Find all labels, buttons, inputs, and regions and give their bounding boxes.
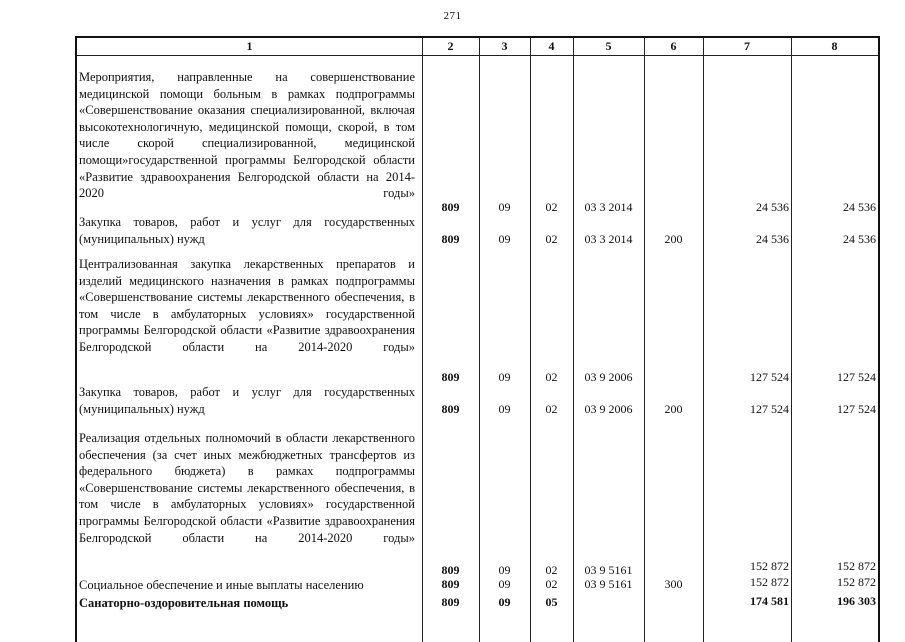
cell-section: 09 — [498, 577, 511, 591]
header-divider — [77, 55, 878, 56]
column-header-8: 8 — [831, 39, 838, 53]
cell-amount-8: 152 872 — [837, 559, 876, 573]
cell-subsection: 02 — [545, 563, 558, 577]
column-divider — [644, 38, 645, 642]
cell-amount-8: 152 872 — [837, 575, 876, 589]
page-number: 271 — [443, 10, 462, 22]
cell-code: 809 — [441, 200, 460, 214]
cell-amount-7: 127 524 — [750, 402, 789, 416]
cell-target-article — [573, 594, 644, 610]
cell-section: 09 — [498, 563, 511, 577]
cell-code: 809 — [441, 370, 460, 384]
column-header-1: 1 — [246, 39, 253, 53]
cell-amount-8: 24 536 — [843, 232, 876, 246]
column-header-7: 7 — [744, 39, 750, 53]
cell-expense-type: 200 — [664, 232, 683, 246]
row-description: Централизованная закупка лекарственных препаратов и изделий медицинского назначения в рамках подпрограммы «Совершенствование системы лекарственного обеспечения, в том числе в амбулаторных условиях» государственной программы Белгородской области «Развитие здравоохранения Белгородской области на 2014-2020 годы» — [79, 257, 415, 354]
cell-amount-8: 127 524 — [837, 402, 876, 416]
column-header-4: 4 — [548, 39, 555, 53]
row-description: Мероприятия, направленные на совершенствование медицинской помощи больным в рамках подпрограммы «Совершенствование оказания специализированной, включая высокотехнологичную, медицинской помощи, скорой, в том числе скорой специализированной, медицинской помощи»государственной программы Белгородской области «Развитие здравоохранения Белгородской области на 2014-2020 годы» — [79, 70, 415, 201]
column-divider — [791, 38, 792, 642]
row-description: Реализация отдельных полномочий в области лекарственного обеспечения (за счет иных межбюджетных трансфертов из федерального бюджета) в рамках подпрограммы «Совершенствование системы лекарственного обеспечения, в том числе в амбулаторных условиях» государственной программы Белгородской области «Развитие здравоохранения Белгородской области на 2014-2020 годы» — [79, 431, 415, 545]
cell-amount-8: 196 303 — [837, 594, 876, 608]
cell-subsection: 02 — [545, 402, 558, 416]
cell-expense-type: 200 — [664, 402, 683, 416]
cell-expense-type — [644, 199, 703, 215]
cell-subsection: 02 — [545, 200, 558, 214]
cell-section: 09 — [498, 232, 511, 246]
cell-amount-7: 24 536 — [756, 232, 789, 246]
column-divider — [573, 38, 574, 642]
row-description: Закупка товаров, работ и услуг для государственных (муниципальных) нужд — [79, 385, 415, 416]
cell-subsection: 02 — [545, 370, 558, 384]
cell-expense-type: 300 — [664, 577, 683, 591]
column-divider — [422, 38, 423, 642]
cell-section: 09 — [498, 370, 511, 384]
cell-expense-type — [644, 369, 703, 385]
cell-amount-7: 152 872 — [750, 559, 789, 573]
cell-amount-8: 127 524 — [837, 370, 876, 384]
column-divider — [479, 38, 480, 642]
cell-amount-8: 24 536 — [843, 200, 876, 214]
cell-section: 09 — [498, 595, 511, 609]
cell-target-article: 03 9 5161 — [584, 563, 633, 577]
cell-target-article: 03 9 2006 — [584, 370, 633, 384]
cell-target-article: 03 9 5161 — [584, 577, 633, 591]
cell-target-article: 03 3 2014 — [584, 200, 633, 214]
column-divider — [703, 38, 704, 642]
cell-target-article: 03 3 2014 — [584, 232, 633, 246]
cell-code: 809 — [441, 577, 460, 591]
cell-section: 09 — [498, 402, 511, 416]
cell-section: 09 — [498, 200, 511, 214]
cell-expense-type — [644, 594, 703, 610]
cell-target-article: 03 9 2006 — [584, 402, 633, 416]
column-header-2: 2 — [447, 39, 454, 53]
cell-amount-7: 127 524 — [750, 370, 789, 384]
row-description: Санаторно-оздоровительная помощь — [79, 596, 289, 610]
cell-code: 809 — [441, 402, 460, 416]
row-description: Закупка товаров, работ и услуг для государственных (муниципальных) нужд — [79, 215, 415, 246]
cell-amount-7: 152 872 — [750, 575, 789, 589]
cell-subsection: 02 — [545, 232, 558, 246]
cell-subsection: 05 — [545, 595, 558, 609]
cell-code: 809 — [441, 563, 460, 577]
cell-subsection: 02 — [545, 577, 558, 591]
cell-amount-7: 174 581 — [750, 594, 789, 608]
column-header-3: 3 — [501, 39, 508, 53]
column-divider — [530, 38, 531, 642]
column-header-6: 6 — [670, 39, 677, 53]
budget-table — [75, 36, 880, 642]
row-description: Социальное обеспечение и иные выплаты населению — [79, 578, 364, 592]
cell-code: 809 — [441, 595, 460, 609]
column-header-5: 5 — [605, 39, 612, 53]
cell-amount-7: 24 536 — [756, 200, 789, 214]
cell-code: 809 — [441, 232, 460, 246]
